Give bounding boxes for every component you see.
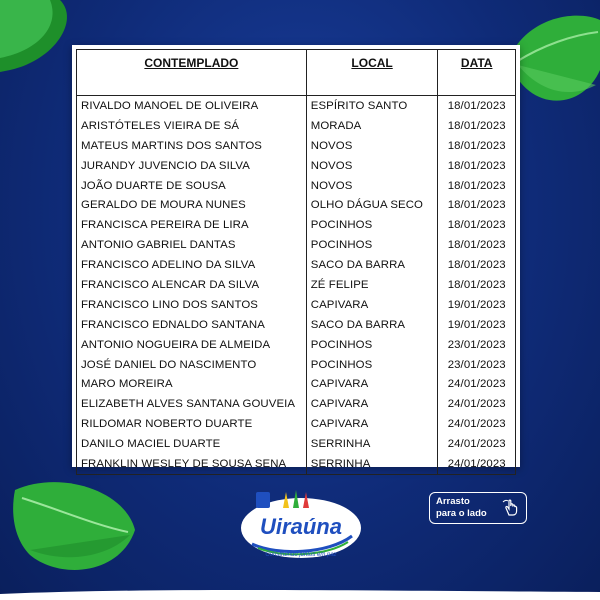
cell-data: 24/01/2023: [438, 374, 516, 394]
cell-data: 18/01/2023: [438, 255, 516, 275]
cell-local: POCINHOS: [306, 355, 438, 375]
cell-contemplado: FRANKLIN WESLEY DE SOUSA SENA: [77, 454, 307, 474]
cell-contemplado: JOSÉ DANIEL DO NASCIMENTO: [77, 355, 307, 375]
svg-text:Construindo juntos em paz: Construindo juntos em paz: [265, 552, 337, 558]
cell-local: NOVOS: [306, 156, 438, 176]
cell-local: POCINHOS: [306, 215, 438, 235]
cell-contemplado: RIVALDO MANOEL DE OLIVEIRA: [77, 96, 307, 116]
cell-local: NOVOS: [306, 176, 438, 196]
table-body: [77, 96, 516, 475]
table-row: [77, 414, 516, 434]
cell-contemplado: DANILO MACIEL DUARTE: [77, 434, 307, 454]
cell-local: ZÉ FELIPE: [306, 275, 438, 295]
column-header-data: DATA: [438, 50, 516, 96]
cell-local: POCINHOS: [306, 235, 438, 255]
cell-data: 18/01/2023: [438, 156, 516, 176]
cell-data: 18/01/2023: [438, 235, 516, 255]
cell-local: POCINHOS: [306, 335, 438, 355]
cell-data: 23/01/2023: [438, 355, 516, 375]
cell-data: 18/01/2023: [438, 195, 516, 215]
cell-data: 18/01/2023: [438, 215, 516, 235]
table-row: [77, 215, 516, 235]
cell-data: 24/01/2023: [438, 394, 516, 414]
cell-data: 24/01/2023: [438, 414, 516, 434]
cell-data: 19/01/2023: [438, 295, 516, 315]
cell-local: SACO DA BARRA: [306, 255, 438, 275]
cell-data: 24/01/2023: [438, 434, 516, 454]
cell-contemplado: JURANDY JUVENCIO DA SILVA: [77, 156, 307, 176]
table-row: [77, 275, 516, 295]
cell-local: ESPÍRITO SANTO: [306, 96, 438, 116]
column-header-local: LOCAL: [306, 50, 438, 96]
cell-local: MORADA: [306, 116, 438, 136]
cell-contemplado: FRANCISCO EDNALDO SANTANA: [77, 315, 307, 335]
swipe-hint-badge: [429, 492, 527, 524]
cell-local: CAPIVARA: [306, 295, 438, 315]
cell-local: CAPIVARA: [306, 374, 438, 394]
cell-contemplado: MARO MOREIRA: [77, 374, 307, 394]
cell-contemplado: ARISTÓTELES VIEIRA DE SÁ: [77, 116, 307, 136]
leaf-bottom-left-decoration: [10, 470, 140, 585]
cell-local: CAPIVARA: [306, 414, 438, 434]
cell-local: SERRINHA: [306, 434, 438, 454]
bottom-strip-decoration: [0, 588, 600, 600]
table-row: [77, 176, 516, 196]
table-row: [77, 454, 516, 474]
cell-contemplado: ANTONIO NOGUEIRA DE ALMEIDA: [77, 335, 307, 355]
cell-data: 24/01/2023: [438, 454, 516, 474]
uirauna-logo: [238, 484, 364, 564]
cell-contemplado: JOÃO DUARTE DE SOUSA: [77, 176, 307, 196]
table-row: [77, 394, 516, 414]
cell-contemplado: ELIZABETH ALVES SANTANA GOUVEIA: [77, 394, 307, 414]
cell-contemplado: FRANCISCO LINO DOS SANTOS: [77, 295, 307, 315]
svg-text:Uiraúna: Uiraúna: [260, 514, 342, 539]
table-row: [77, 195, 516, 215]
table-row: [77, 335, 516, 355]
cell-contemplado: GERALDO DE MOURA NUNES: [77, 195, 307, 215]
column-header-contemplado: CONTEMPLADO: [77, 50, 307, 96]
cell-contemplado: MATEUS MARTINS DOS SANTOS: [77, 136, 307, 156]
beneficiaries-table: [76, 49, 516, 475]
cell-local: NOVOS: [306, 136, 438, 156]
cell-data: 19/01/2023: [438, 315, 516, 335]
beneficiaries-table-card: [72, 45, 520, 470]
table-header-row: [77, 50, 516, 96]
swipe-hint-line2: para o lado: [436, 508, 487, 519]
table-row: [77, 315, 516, 335]
table-row: [77, 355, 516, 375]
cell-data: 18/01/2023: [438, 96, 516, 116]
cell-local: OLHO DÁGUA SECO: [306, 195, 438, 215]
table-row: [77, 136, 516, 156]
table-row: [77, 116, 516, 136]
table-row: [77, 295, 516, 315]
cell-local: SERRINHA: [306, 454, 438, 474]
swipe-hand-icon: [501, 497, 521, 517]
cell-contemplado: FRANCISCO ADELINO DA SILVA: [77, 255, 307, 275]
cell-local: SACO DA BARRA: [306, 315, 438, 335]
cell-contemplado: FRANCISCO ALENCAR DA SILVA: [77, 275, 307, 295]
cell-contemplado: RILDOMAR NOBERTO DUARTE: [77, 414, 307, 434]
cell-local: CAPIVARA: [306, 394, 438, 414]
table-row: [77, 255, 516, 275]
cell-contemplado: FRANCISCA PEREIRA DE LIRA: [77, 215, 307, 235]
cell-data: 23/01/2023: [438, 335, 516, 355]
swipe-hint-line1: Arrasto: [436, 496, 470, 507]
cell-data: 18/01/2023: [438, 136, 516, 156]
cell-data: 18/01/2023: [438, 116, 516, 136]
cell-data: 18/01/2023: [438, 275, 516, 295]
table-row: [77, 374, 516, 394]
table-row: [77, 434, 516, 454]
table-row: [77, 96, 516, 116]
cell-contemplado: ANTONIO GABRIEL DANTAS: [77, 235, 307, 255]
table-row: [77, 156, 516, 176]
cell-data: 18/01/2023: [438, 176, 516, 196]
table-row: [77, 235, 516, 255]
